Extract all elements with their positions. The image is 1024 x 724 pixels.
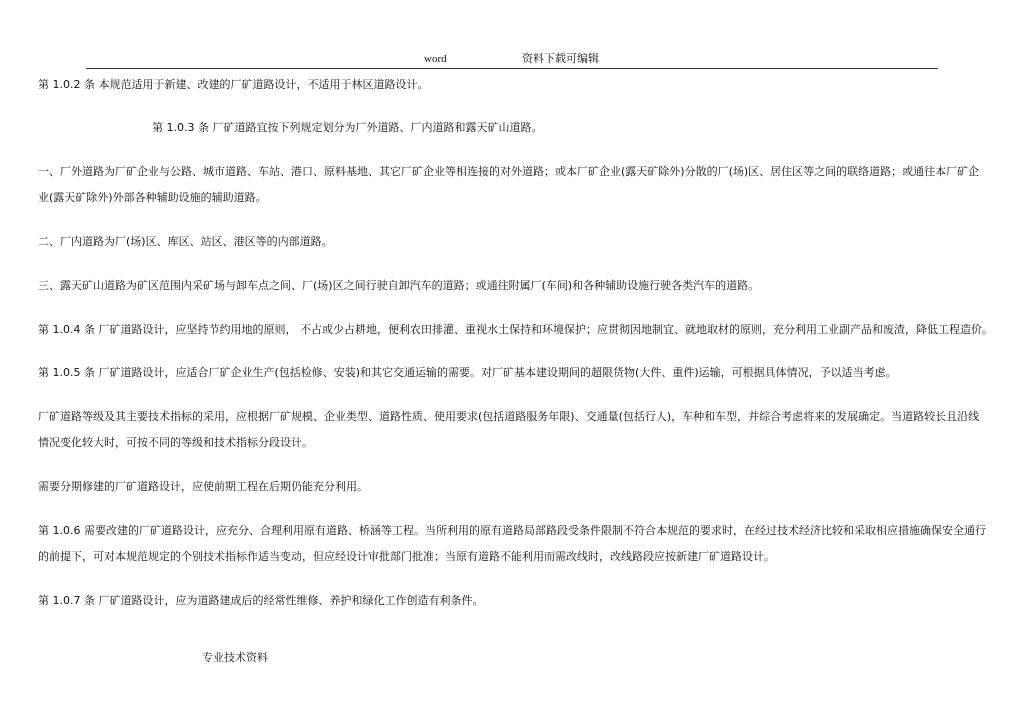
paragraph-1-0-4: 第 1.0.4 条 厂矿道路设计，应坚持节约用地的原则， 不占或少占耕地，便利农田排灌、重视水土保持和环境保护；应贯彻因地制宜、就地取材的原则，充分利用工业副产品和废渣，降低工程造价。 bbox=[38, 323, 993, 336]
paragraph-staged-construction: 需要分期修建的厂矿道路设计，应使前期工程在后期仍能充分利用。 bbox=[38, 480, 368, 493]
paragraph-1-0-3: 第 1.0.3 条 厂矿道路宜按下列规定划分为厂外道路、厂内道路和露天矿山道路。 bbox=[152, 121, 543, 134]
header-title: 资料下载可编辑 bbox=[522, 52, 599, 65]
paragraph-inner-roads: 二、厂内道路为厂(场)区、库区、站区、港区等的内部道路。 bbox=[38, 235, 333, 248]
paragraph-outer-roads: 一、厂外道路为厂矿企业与公路、城市道路、车站、港口、原料基地、其它厂矿企业等相连接的对外道路；或本厂矿企业(露天矿除外)分散的厂(场)区、居住区等之间的联络道路；或通往本厂矿企业(露天矿除外)外部各种辅助设施的辅助道路。 bbox=[38, 165, 980, 204]
paragraph-1-0-5: 第 1.0.5 条 厂矿道路设计，应适合厂矿企业生产(包括检修、安装)和其它交通运输的需要。对厂矿基本建设期间的超限货物(大件、重件)运输，可根据具体情况，予以适当考虑。 bbox=[38, 366, 897, 379]
header-word: word bbox=[424, 53, 447, 65]
paragraph-1-0-7: 第 1.0.7 条 厂矿道路设计，应为道路建成后的经常性维修、养护和绿化工作创造有利条件。 bbox=[38, 594, 484, 607]
paragraph-1-0-2: 第 1.0.2 条 本规范适用于新建、改建的厂矿道路设计，不适用于林区道路设计。 bbox=[38, 78, 429, 91]
paragraph-mine-roads: 三、露天矿山道路为矿区范围内采矿场与卸车点之间、厂(场)区之间行驶自卸汽车的道路；或通往附属厂(车间)和各种辅助设施行驶各类汽车的道路。 bbox=[38, 279, 760, 292]
page-footer: 专业技术资料 bbox=[202, 651, 268, 664]
page-header bbox=[86, 52, 938, 69]
paragraph-1-0-6: 第 1.0.6 需要改建的厂矿道路设计，应充分、合理利用原有道路、桥涵等工程。当所利用的原有道路局部路段受条件限制不符合本规范的要求时，在经过技术经济比较和采取相应措施确保安全通行的前提下，可对本规范规定的个别技术指标作适当变动，但应经设计审批部门批准；当原有道路不能利用而需改线时，改线路段应按新建厂矿道路设计。 bbox=[38, 524, 986, 563]
paragraph-road-grades: 厂矿道路等级及其主要技术指标的采用，应根据厂矿规模、企业类型、道路性质、使用要求(包括道路服务年限)、交通量(包括行人)，车种和车型，并综合考虑将来的发展确定。当道路较长且沿线情况变化较大时，可按不同的等级和技术指标分段设计。 bbox=[38, 410, 980, 449]
